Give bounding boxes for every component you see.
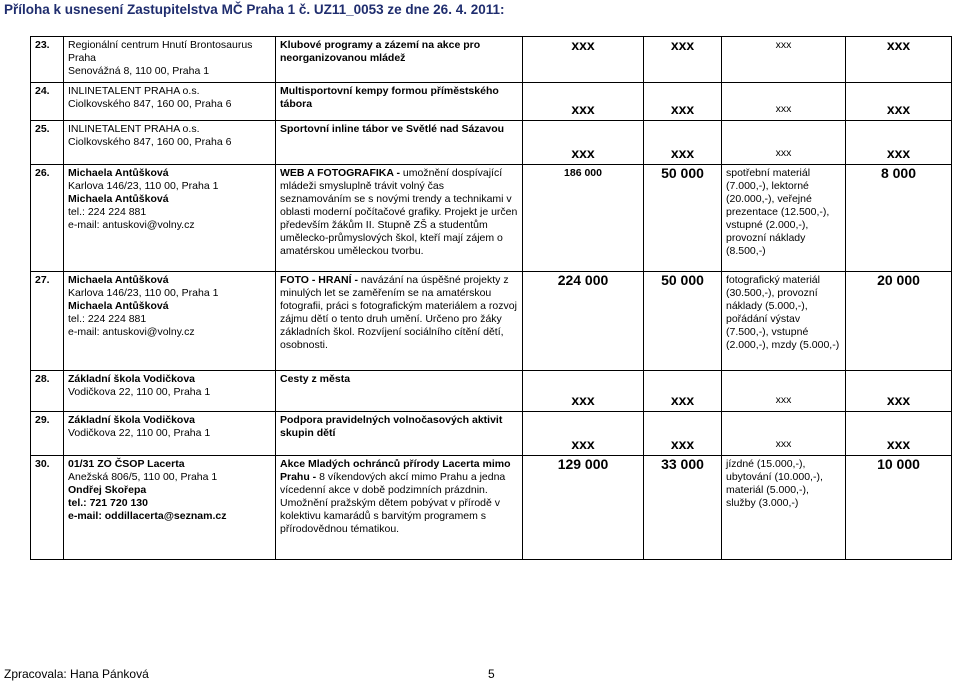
- project-description: Podpora pravidelných volnočasových aktivit skupin dětí: [276, 412, 523, 456]
- total-cost: xxx: [523, 412, 644, 456]
- organization-cell: [64, 165, 276, 272]
- cost-breakdown: fotografický materiál (30.500,-), provozní náklady (5.000,-), pořádání výstav (7.500,-), vstupné (2.000,-), mzdy (5.000,-): [722, 272, 846, 371]
- org-name: INLINETALENT PRAHA o.s.: [68, 123, 200, 135]
- organization-cell: [64, 371, 276, 412]
- project-description: Multisportovní kempy formou příměstského tábora: [276, 83, 523, 121]
- project-description: [276, 456, 523, 560]
- project-description: [276, 165, 523, 272]
- org-name-cont: Praha: [68, 52, 97, 64]
- project-text: umožnění dospívající mládeži smysluplně trávit volný čas seznamováním se s novými trendy a technikami v oblasti moderní počítačové grafiky. Projekt je určen především žákům II. Stupně ZŠ a studentům umělecko-průmyslových škol, kteří mají zájem o amatérskou uměleckou tvorbu.: [280, 167, 518, 257]
- footer-author: Zpracovala: Hana Pánková: [4, 667, 149, 681]
- approved-amount: xxx: [846, 83, 952, 121]
- contact-name: Michaela Antůšková: [68, 274, 169, 286]
- project-title: WEB A FOTOGRAFIKA -: [280, 167, 400, 179]
- requested-amount: xxx: [644, 121, 722, 165]
- org-name: INLINETALENT PRAHA o.s.: [68, 85, 200, 97]
- organization-cell: [64, 83, 276, 121]
- total-cost: xxx: [523, 37, 644, 83]
- total-cost: 224 000: [523, 272, 644, 371]
- project-description: Cesty z města: [276, 371, 523, 412]
- cost-breakdown: xxx: [722, 83, 846, 121]
- total-cost: xxx: [523, 121, 644, 165]
- org-name: Základní škola Vodičkova: [68, 373, 196, 385]
- org-name: Základní škola Vodičkova: [68, 414, 196, 426]
- org-address: Ciolkovského 847, 160 00, Praha 6: [68, 98, 232, 110]
- total-cost: 129 000: [523, 456, 644, 560]
- requested-amount: xxx: [644, 83, 722, 121]
- approved-amount: 8 000: [846, 165, 952, 272]
- total-cost: xxx: [523, 371, 644, 412]
- org-address: Karlova 146/23, 110 00, Praha 1: [68, 180, 219, 192]
- table-row: [31, 121, 952, 165]
- approved-amount: xxx: [846, 412, 952, 456]
- total-cost: 186 000: [523, 165, 644, 272]
- cost-breakdown: spotřební materiál (7.000,-), lektorné (20.000,-), veřejné prezentace (12.500,-), vstupné (2.000,-), provozní náklady (8.500,-): [722, 165, 846, 272]
- table-row: [31, 83, 952, 121]
- table-row: [31, 371, 952, 412]
- row-number: 25.: [31, 121, 64, 165]
- requested-amount: xxx: [644, 371, 722, 412]
- project-text: navázání na úspěšné projekty z minulých let se zaměřením se na amatérskou fotografii, práci s fotografickým materiálem a rozvoj zájmu dětí o tento druh umění. Určeno pro žáky základních škol. Rozvíjení sociálního cítění dětí, osobnosti.: [280, 274, 517, 351]
- total-cost: xxx: [523, 83, 644, 121]
- contact-person: Michaela Antůšková: [68, 193, 169, 205]
- org-address: Vodičkova 22, 110 00, Praha 1: [68, 427, 211, 439]
- project-description: Sportovní inline tábor ve Světlé nad Sázavou: [276, 121, 523, 165]
- row-number: 27.: [31, 272, 64, 371]
- project-description: Klubové programy a zázemí na akce pro neorganizovanou mládež: [276, 37, 523, 83]
- row-number: 28.: [31, 371, 64, 412]
- approved-amount: 10 000: [846, 456, 952, 560]
- org-name: 01/31 ZO ČSOP Lacerta: [68, 458, 185, 470]
- cost-breakdown: xxx: [722, 37, 846, 83]
- org-address: Karlova 146/23, 110 00, Praha 1: [68, 287, 219, 299]
- project-text: 8 víkendových akcí mimo Prahu a jedna vícedenní akce v době podzimních prázdnin. Umožnění pražským dětem pobývat v přírodě v kolektivu kamarádů s barvitým programem s přírodovědnou tématikou.: [280, 471, 506, 535]
- approved-amount: xxx: [846, 37, 952, 83]
- org-address: Vodičkova 22, 110 00, Praha 1: [68, 386, 211, 398]
- table-row: [31, 456, 952, 560]
- table-row: [31, 412, 952, 456]
- grant-table: [30, 36, 952, 560]
- project-description: [276, 272, 523, 371]
- requested-amount: 33 000: [644, 456, 722, 560]
- requested-amount: 50 000: [644, 165, 722, 272]
- contact-name: Michaela Antůšková: [68, 167, 169, 179]
- row-number: 26.: [31, 165, 64, 272]
- org-name: Regionální centrum Hnutí Brontosaurus: [68, 39, 253, 51]
- approved-amount: xxx: [846, 121, 952, 165]
- document-header: Příloha k usnesení Zastupitelstva MČ Praha 1 č. UZ11_0053 ze dne 26. 4. 2011:: [4, 2, 505, 17]
- contact-phone: tel.: 721 720 130: [68, 497, 148, 509]
- table-row: [31, 165, 952, 272]
- row-number: 24.: [31, 83, 64, 121]
- project-title: Akce Mladých ochránců přírody Lacerta mimo Prahu -: [280, 458, 511, 483]
- org-address: Senovážná 8, 110 00, Praha 1: [68, 65, 210, 77]
- organization-cell: [64, 37, 276, 83]
- contact-phone: tel.: 224 224 881: [68, 206, 147, 218]
- org-address: Anežská 806/5, 110 00, Praha 1: [68, 471, 218, 483]
- contact-email: e-mail: oddillacerta@seznam.cz: [68, 510, 227, 522]
- contact-person: Michaela Antůšková: [68, 300, 169, 312]
- project-title: FOTO - HRANÍ -: [280, 274, 358, 286]
- organization-cell: [64, 412, 276, 456]
- row-number: 23.: [31, 37, 64, 83]
- requested-amount: 50 000: [644, 272, 722, 371]
- organization-cell: [64, 121, 276, 165]
- contact-person: Ondřej Skořepa: [68, 484, 147, 496]
- cost-breakdown: jízdné (15.000,-), ubytování (10.000,-), materiál (5.000,-), služby (3.000,-): [722, 456, 846, 560]
- cost-breakdown: xxx: [722, 412, 846, 456]
- requested-amount: xxx: [644, 37, 722, 83]
- requested-amount: xxx: [644, 412, 722, 456]
- approved-amount: 20 000: [846, 272, 952, 371]
- organization-cell: [64, 272, 276, 371]
- contact-phone: tel.: 224 224 881: [68, 313, 147, 325]
- contact-email: e-mail: antuskovi@volny.cz: [68, 326, 195, 338]
- cost-breakdown: xxx: [722, 121, 846, 165]
- table-row: [31, 272, 952, 371]
- row-number: 30.: [31, 456, 64, 560]
- org-address: Ciolkovského 847, 160 00, Praha 6: [68, 136, 232, 148]
- approved-amount: xxx: [846, 371, 952, 412]
- cost-breakdown: xxx: [722, 371, 846, 412]
- table-row: [31, 37, 952, 83]
- contact-email: e-mail: antuskovi@volny.cz: [68, 219, 195, 231]
- page-number: 5: [488, 667, 495, 681]
- row-number: 29.: [31, 412, 64, 456]
- organization-cell: [64, 456, 276, 560]
